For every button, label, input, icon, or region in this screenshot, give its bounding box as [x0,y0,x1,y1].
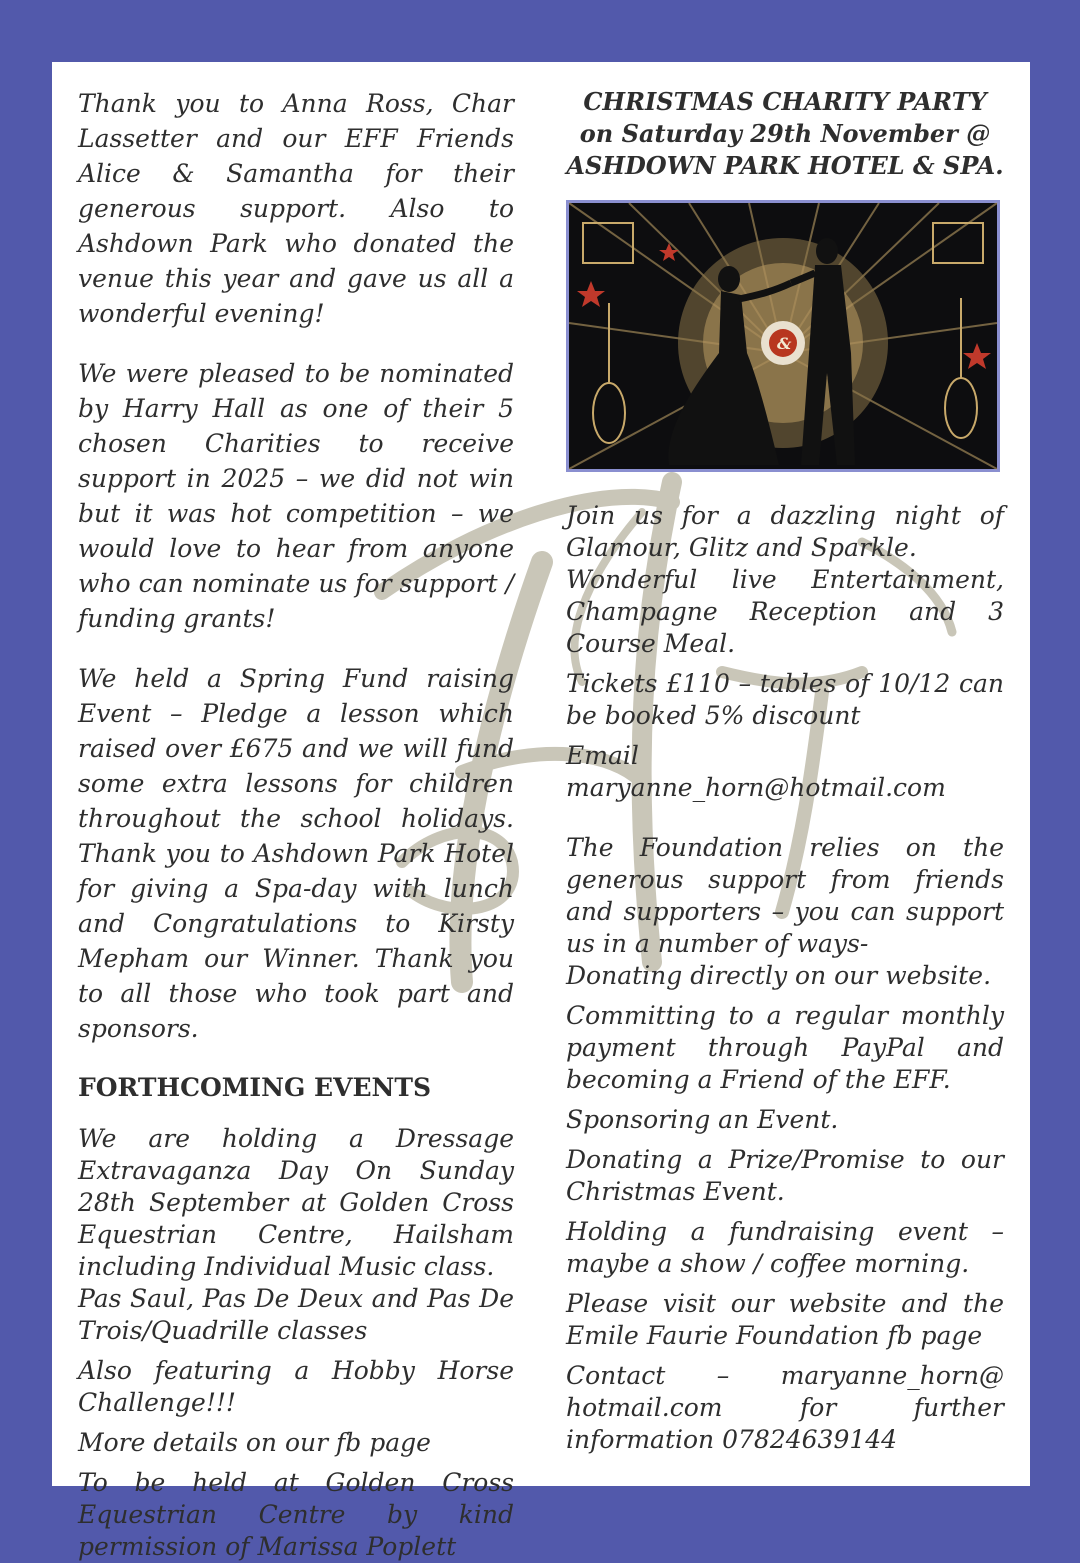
hobby-horse-paragraph: Also featuring a Hobby Horse Challenge!!! [78,1356,514,1417]
party-title-line-1: CHRISTMAS CHARITY PARTY [583,87,987,116]
party-tickets-line: Tickets £110 – tables of 10/12 can be booked 5% discount [566,669,1004,730]
left-column [78,86,514,1563]
contact-line: Contact – maryanne_horn@ hotmail.com for further information 07824639144 [566,1361,1004,1454]
nomination-paragraph: We were pleased to be nominated by Harry Hall as one of their 5 chosen Charities to receive support in 2025 – we did not win but it was hot competition – we would love to hear from anyone who can nominate us for support / funding grants! [78,359,514,633]
party-entertainment-line: Wonderful live Entertainment, Champagne Reception and 3 Course Meal. [566,565,1004,658]
party-title-line-3: ASHDOWN PARK HOTEL & SPA. [566,151,1004,180]
svg-text:&: & [777,334,792,353]
support-fundraising-line: Holding a fundraising event – maybe a show / coffee morning. [566,1217,1004,1278]
classes-paragraph: Pas Saul, Pas De Deux and Pas De Trois/Quadrille classes [78,1284,514,1345]
forthcoming-events-heading: FORTHCOMING EVENTS [78,1073,432,1102]
party-poster-image [566,200,1000,472]
dressage-paragraph: We are holding a Dressage Extravaganza Day On Sunday 28th September at Golden Cross Equestrian Centre, Hailsham including Individual Music class. [78,1124,514,1281]
party-email-line: Email maryanne_horn@hotmail.com [566,741,946,802]
support-website-line: Please visit our website and the Emile Faurie Foundation fb page [566,1289,1004,1350]
support-sponsor-line: Sponsoring an Event. [566,1105,839,1134]
fb-details-paragraph: More details on our fb page [78,1428,431,1457]
support-paypal-line: Committing to a regular monthly payment through PayPal and becoming a Friend of the EFF. [566,1001,1004,1094]
support-intro-paragraph: The Foundation relies on the generous support from friends and supporters – you can support us in a number of ways- [566,833,1004,958]
newsletter-page [52,62,1030,1561]
party-title-line-2: on Saturday 29th November @ [579,119,991,148]
venue-paragraph: To be held at Golden Cross Equestrian Centre by kind permission of Marissa Poplett [78,1468,514,1561]
right-column [566,86,1004,1456]
party-description-line: Join us for a dazzling night of Glamour, Glitz and Sparkle. [566,501,1004,562]
spring-event-paragraph: We held a Spring Fund raising Event – Pledge a lesson which raised over £675 and we will fund some extra lessons for children throughout the school holidays. Thank you to Ashdown Park Hotel for giving a Spa-day with lunch and Congratulations to Kirsty Mepham our Winner. Thank you to all those who took part and sponsors. [78,664,514,1043]
thanks-paragraph: Thank you to Anna Ross, Char Lassetter and our EFF Friends Alice & Samantha for their generous support. Also to Ashdown Park who donated the venue this year and gave us all a wonderful evening! [78,89,514,328]
support-donate-line: Donating directly on our website. [566,961,992,990]
support-prize-line: Donating a Prize/Promise to our Christmas Event. [566,1145,1004,1206]
art-deco-dancers-icon [569,203,997,469]
